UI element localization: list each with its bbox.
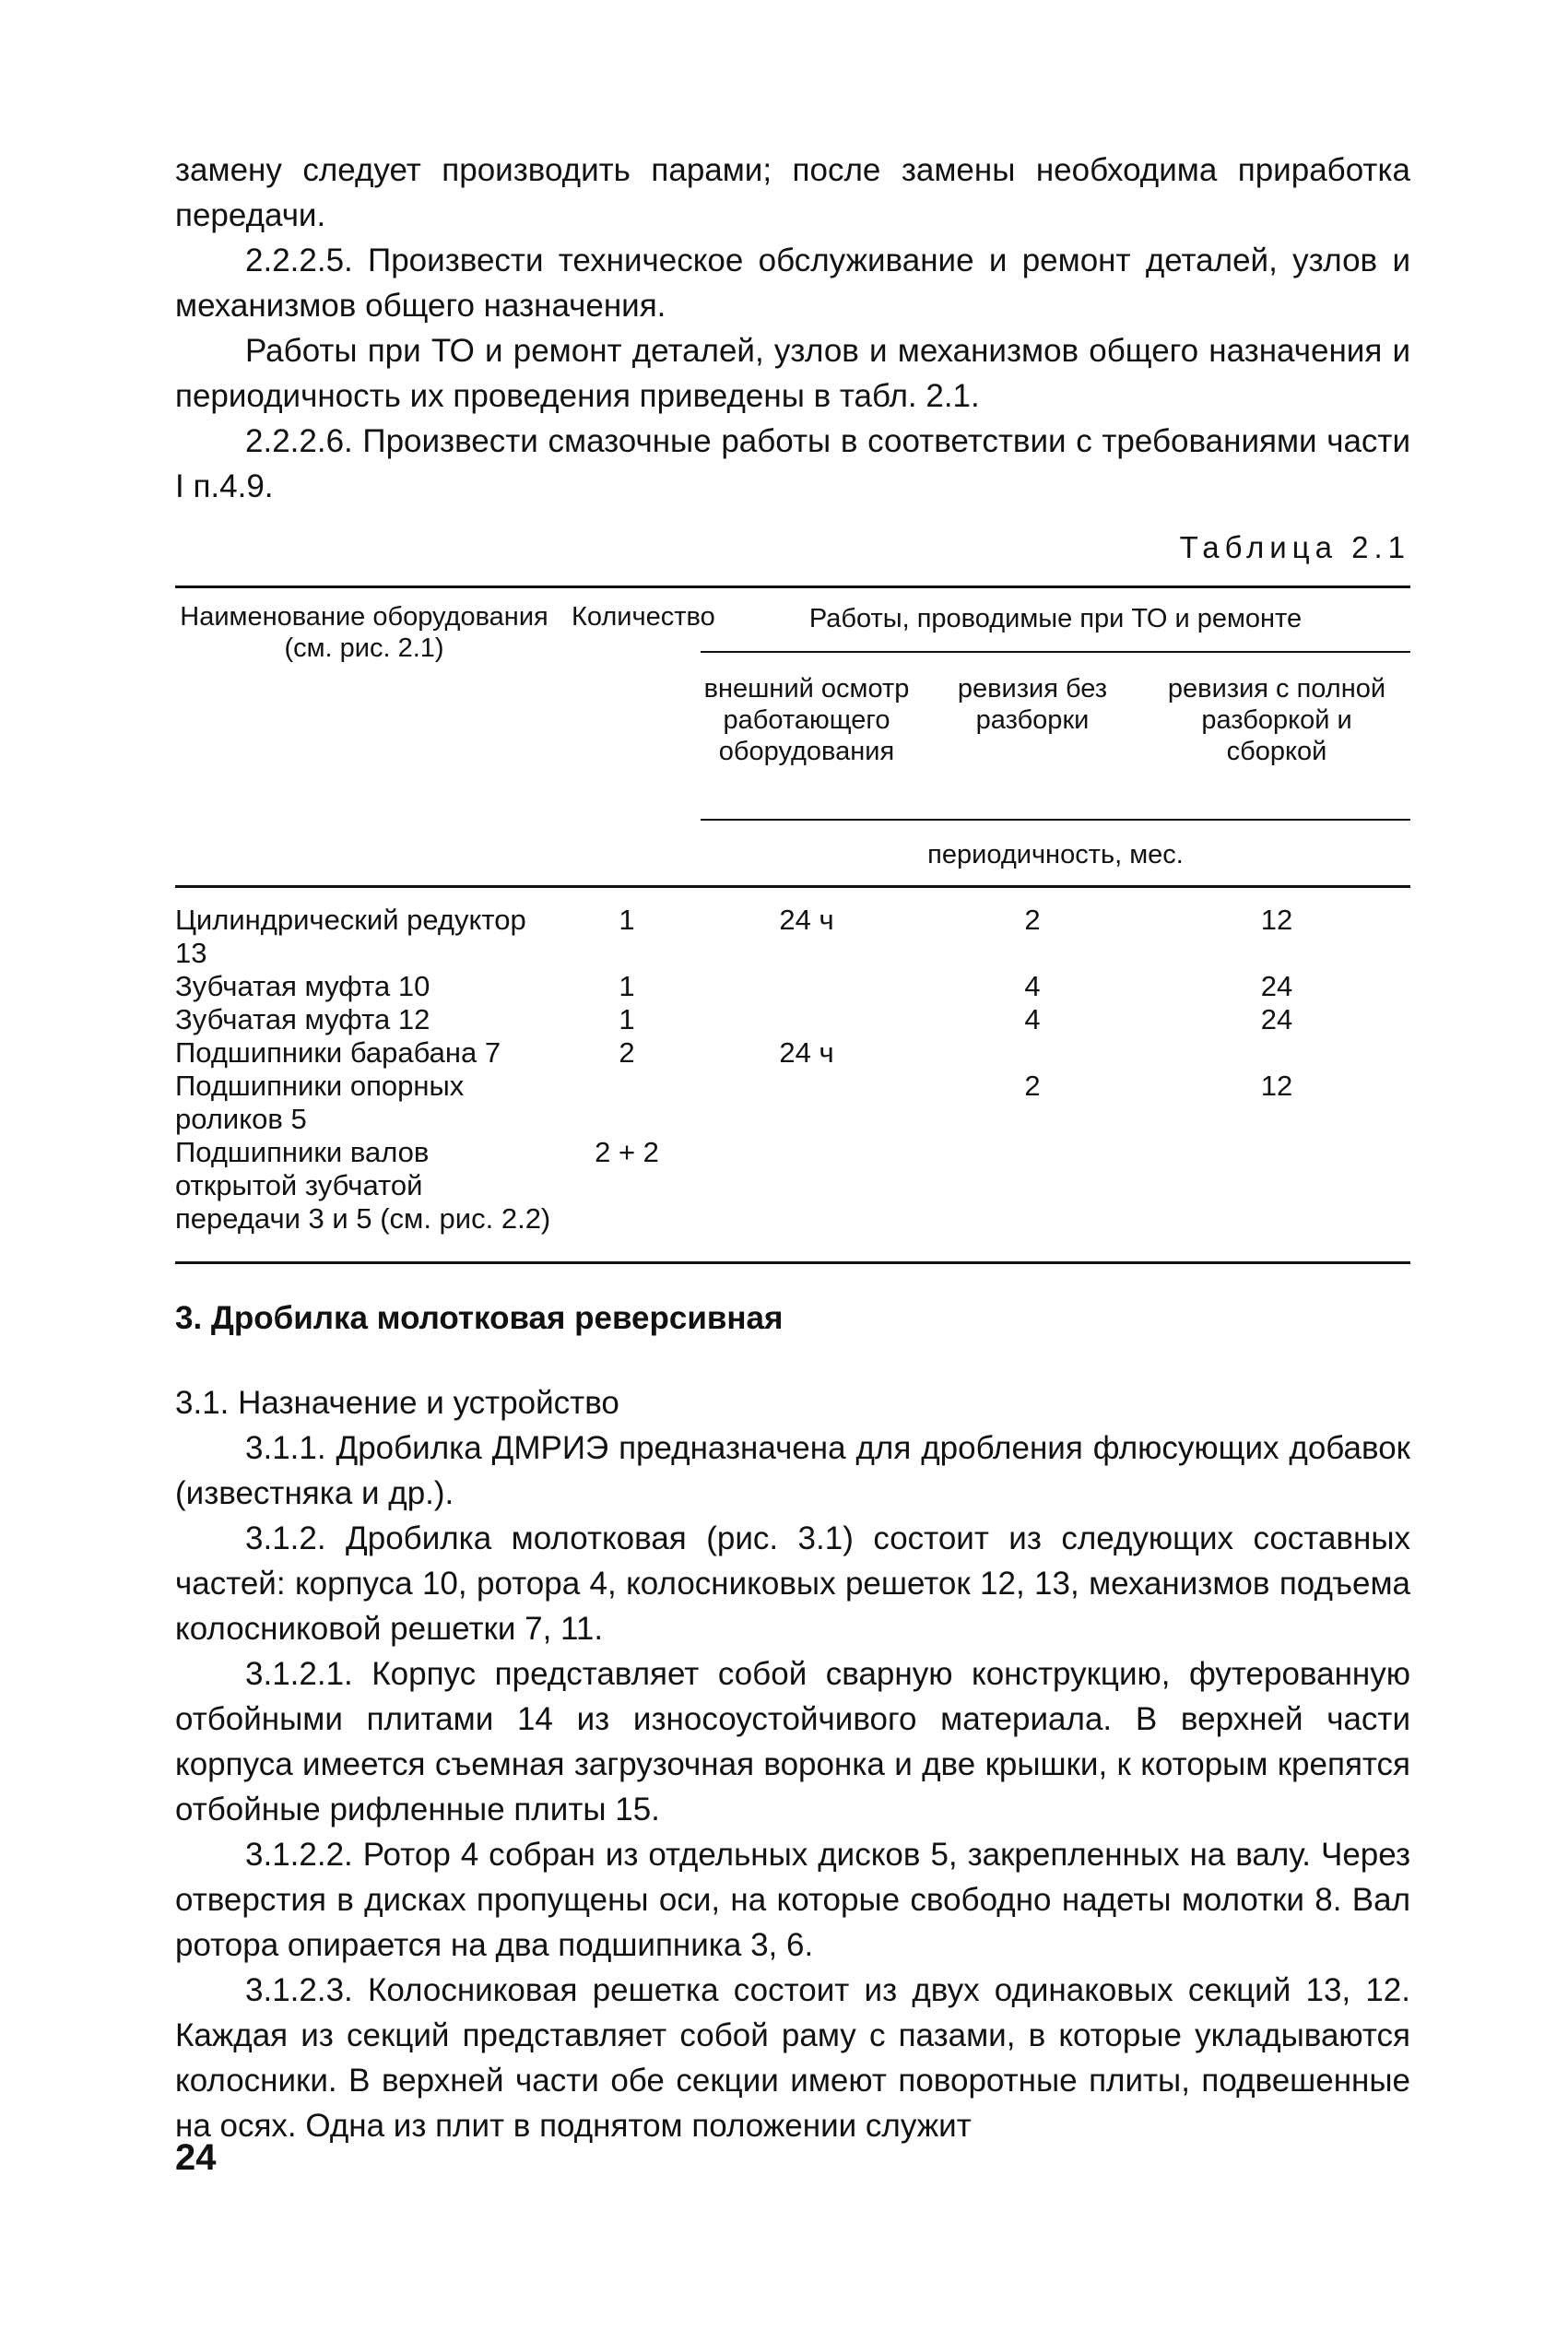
table-row-revision: 2 (1024, 904, 1041, 936)
paragraph-continuation: замену следует производить парами; после замены необходима приработка передачи. (175, 152, 1410, 233)
table-row-external: 24 ч (779, 1036, 834, 1069)
table-row-name: Зубчатая муфта 12 (175, 1003, 430, 1035)
paragraph-2-2-2-5: 2.2.2.5. Произвести техническое обслуживание и ремонт деталей, узлов и механизмов общего назначения. (175, 242, 1410, 324)
header-revision-full-disassembly: ревизия с полной разборкой и сборкой (1167, 674, 1386, 766)
subsection-title: 3.1. Назначение и устройство (175, 1385, 619, 1421)
table-row-name: Цилиндрический редуктор 13 (175, 904, 526, 969)
table-row-qty: 2 (619, 1036, 635, 1069)
paragraph-3-1-2-1: 3.1.2.1. Корпус представляет собой сварную конструкцию, футерованную отбойными плитами 14 из износоустойчивого материала. В верхней части корпуса имеется съемная загрузочная воронка и две крышки, к которым крепятся отбойные рифленные плиты 15. (175, 1656, 1410, 1827)
table-row-name: Зубчатая муфта 10 (175, 970, 430, 1002)
table-row-name: Подшипники опорных роликов 5 (175, 1070, 465, 1135)
section-heading: 3. Дробилка молотковая реверсивная (175, 1300, 784, 1336)
table-top-rule (175, 585, 1410, 588)
paragraph-3-1-2: 3.1.2. Дробилка молотковая (рис. 3.1) состоит из следующих составных частей: корпуса 10, ротора 4, колосниковых решеток 12, 13, механизмов подъема колосниковой решетки 7, 11. (175, 1520, 1410, 1647)
table-row-full-revision: 12 (1260, 904, 1293, 936)
table-row-full-revision: 24 (1260, 1003, 1293, 1035)
table-row-qty: 1 (619, 1003, 635, 1035)
table-row-external: 24 ч (779, 904, 834, 936)
top-text-block (175, 148, 1410, 509)
table-row-full-revision: 12 (1260, 1070, 1293, 1102)
table-row-revision: 2 (1024, 1070, 1041, 1102)
table-row-name: Подшипники барабана 7 (175, 1036, 501, 1069)
table-row-full-revision: 24 (1260, 970, 1293, 1002)
table-row-qty: 2 + 2 (595, 1136, 659, 1168)
header-sub-rule (701, 651, 1410, 653)
table-row-revision: 4 (1024, 970, 1041, 1002)
table-row-revision: 4 (1024, 1003, 1041, 1035)
table-row-qty: 1 (619, 970, 635, 1002)
header-name: Наименование оборудования (см. рис. 2.1) (180, 602, 548, 663)
table-row-name: Подшипники валов открытой зубчатой передачи 3 и 5 (см. рис. 2.2) (175, 1136, 551, 1235)
page-number: 24 (175, 2137, 217, 2178)
paragraph-table-reference: Работы при ТО и ремонт деталей, узлов и механизмов общего назначения и периодичность их проведения приведены в табл. 2.1. (175, 333, 1410, 414)
header-revision-no-disassembly: ревизия без разборки (957, 674, 1108, 735)
table-bottom-rule (175, 1261, 1410, 1264)
period-rule (701, 819, 1410, 821)
paragraph-3-1-2-2: 3.1.2.2. Ротор 4 собран из отдельных дисков 5, закрепленных на валу. Через отверстия в дисках пропущены оси, на которые свободно надеты молотки 8. Вал ротора опирается на два подшипника 3, 6. (175, 1837, 1410, 1963)
paragraph-3-1-2-3: 3.1.2.3. Колосниковая решетка состоит из двух одинаковых секций 13, 12. Каждая из секций представляет собой раму с пазами, в которые укладываются колосники. В верхней части обе секции имеют поворотные плиты, подвешенные на осях. Одна из плит в поднятом положении служит (175, 1972, 1410, 2144)
header-works: Работы, проводимые при ТО и ремонте (808, 604, 1303, 633)
header-bottom-rule (175, 885, 1410, 888)
paragraph-3-1-1: 3.1.1. Дробилка ДМРИЭ предназначена для дробления флюсующих добавок (известняка и др.). (175, 1430, 1410, 1511)
table-caption: Таблица 2.1 (1179, 530, 1410, 564)
paragraph-2-2-2-6: 2.2.2.6. Произвести смазочные работы в соответствии с требованиями части I п.4.9. (175, 423, 1410, 504)
header-external-inspection: внешний осмотр работающего оборудования (703, 674, 910, 766)
header-periodicity: периодичность, мес. (927, 840, 1184, 869)
table-row-qty: 1 (619, 904, 635, 936)
header-qty: Количество (572, 602, 715, 632)
bottom-text-block (175, 1380, 1410, 2148)
